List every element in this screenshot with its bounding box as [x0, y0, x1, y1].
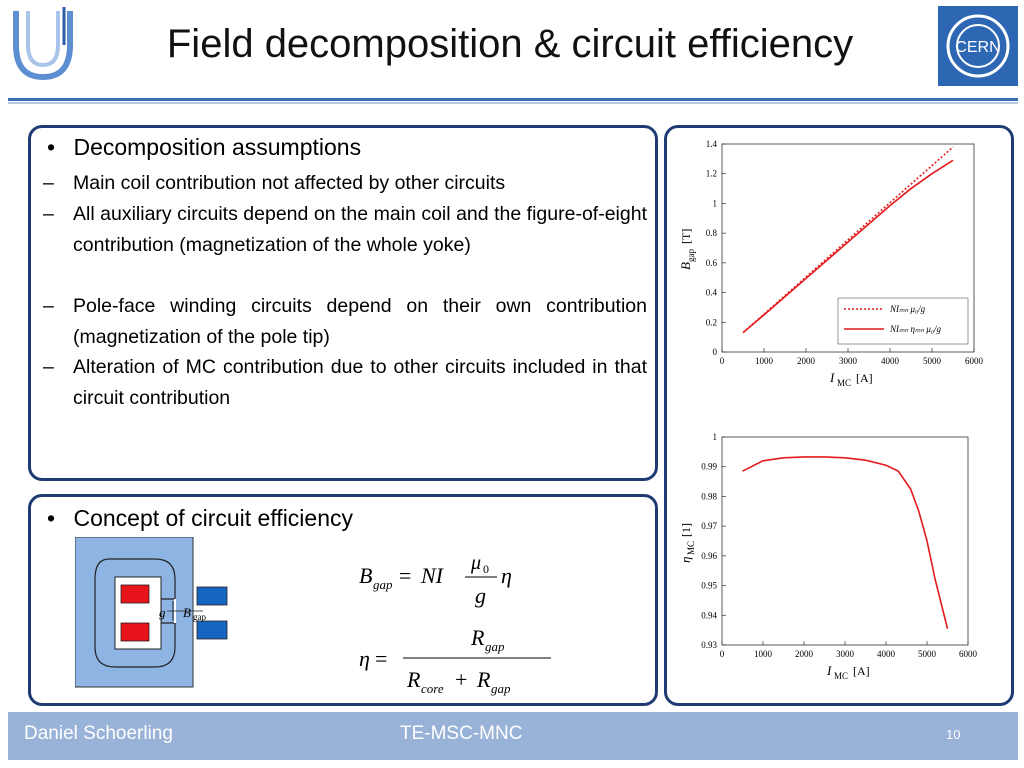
svg-text:0: 0 [483, 562, 489, 576]
x-tick-label: 1000 [755, 356, 773, 366]
assumption-text: All auxiliary circuits depend on the main coil and the figure-of-eight contribution (magnetization of the whole yoke) [73, 203, 647, 256]
y-tick-label: 0.4 [705, 287, 717, 298]
y-axis-unit: [T] [679, 228, 693, 244]
assumption-text: Pole-face winding circuits depend on their own contribution (magnetization of the pole tip) [73, 295, 647, 348]
x-tick-label: 6000 [965, 356, 983, 366]
y-tick-label: 0.8 [705, 228, 717, 239]
efficiency-heading [47, 505, 353, 532]
y-axis-label: η [678, 556, 693, 563]
x-tick-label: 1000 [754, 649, 772, 659]
assumption-item [43, 352, 647, 413]
x-tick-label: 4000 [877, 649, 895, 659]
dash-marker: – [43, 295, 54, 317]
cern-logo [938, 6, 1018, 86]
y-axis-unit: [1] [679, 523, 693, 537]
x-tick-label: 5000 [923, 356, 941, 366]
assumptions-heading-text: Decomposition assumptions [73, 134, 362, 160]
x-tick-label: 2000 [795, 649, 813, 659]
x-tick-label: 3000 [836, 649, 854, 659]
x-tick-label: 5000 [918, 649, 936, 659]
x-tick-label: 2000 [797, 356, 815, 366]
y-axis-label-sub: MC [686, 540, 696, 555]
svg-text:μ: μ [471, 552, 482, 574]
slide-title: Field decomposition & circuit efficiency [166, 22, 854, 66]
bullet-dot: • [47, 134, 56, 160]
y-tick-label: 0.93 [701, 640, 717, 650]
y-tick-label: 1 [712, 198, 717, 209]
dash-marker: – [43, 172, 54, 194]
eta-vs-imc-chart [667, 423, 1011, 703]
x-axis-unit: [A] [856, 371, 873, 385]
svg-text:R: R [407, 667, 421, 692]
assumption-item [43, 168, 647, 199]
y-tick-label: 1 [712, 432, 717, 442]
x-tick-label: 0 [719, 649, 725, 659]
footer-group: TE-MSC-MNC [400, 723, 523, 744]
plot-area [722, 437, 968, 645]
svg-text:g: g [475, 583, 486, 608]
bgap-label: B [183, 605, 191, 620]
svg-text:=: = [399, 563, 412, 588]
x-axis-label: I [827, 663, 832, 678]
assumption-text: Alteration of MC contribution due to other circuits included in that circuit contribution [73, 356, 647, 409]
svg-text:η: η [359, 646, 370, 671]
efficiency-heading-text: Concept of circuit efficiency [73, 505, 353, 531]
footer-author: Daniel Schoerling [24, 723, 173, 744]
x-tick-label: 6000 [959, 649, 977, 659]
x-tick-label: 3000 [839, 356, 857, 366]
svg-text:NI: NI [421, 563, 443, 588]
y-tick-label: 1.2 [705, 168, 717, 179]
bgap-vs-imc-chart [667, 128, 1011, 423]
bgap-sub-label: gap [193, 612, 206, 622]
svg-text:R: R [471, 625, 485, 650]
charts-panel [664, 125, 1014, 706]
y-tick-label: 0.2 [705, 317, 717, 328]
y-tick-label: 0.98 [701, 491, 717, 502]
y-tick-label: 0 [712, 347, 717, 357]
legend-label: NIₘₙ ηₘₙ μ₀/g [890, 324, 941, 334]
assumptions-heading [47, 134, 361, 161]
cern-logo-text: CERN [955, 39, 1001, 56]
y-tick-label: 0.97 [701, 521, 717, 532]
efficiency-panel [28, 494, 658, 706]
assumption-item [43, 199, 647, 260]
dash-marker: – [43, 203, 54, 225]
svg-text:=: = [375, 646, 388, 671]
svg-text:gap: gap [373, 577, 393, 592]
svg-text:+: + [455, 667, 468, 692]
assumption-text: Main coil contribution not affected by other circuits [73, 172, 506, 194]
legend-label: NIₘₙ μ₀/g [890, 304, 926, 314]
title-rule [8, 98, 1018, 101]
x-axis-label-sub: MC [834, 671, 849, 681]
svg-text:gap: gap [491, 681, 511, 696]
page-number: 10 [946, 727, 961, 742]
bgap-equation [359, 552, 512, 608]
efficiency-equations [351, 541, 591, 701]
svg-text:B: B [359, 563, 373, 588]
svg-text:η: η [501, 563, 512, 588]
y-tick-label: 0.95 [701, 580, 717, 591]
y-tick-label: 1.4 [705, 139, 717, 149]
svg-text:core: core [421, 681, 444, 696]
title-rule-shadow [8, 102, 1018, 104]
y-axis-label-group [678, 229, 696, 270]
dash-marker: – [43, 356, 54, 378]
eta-equation [359, 625, 551, 696]
x-tick-label: 0 [719, 356, 725, 366]
y-tick-label: 0.94 [701, 610, 717, 621]
y-tick-label: 0.6 [705, 257, 717, 268]
magnet-diagram [75, 537, 235, 691]
gap-label: g [159, 605, 166, 620]
svg-text:R: R [477, 667, 491, 692]
university-logo [8, 5, 78, 85]
y-axis-label-group [678, 523, 696, 563]
y-axis-label: B [678, 262, 693, 270]
x-axis-label: I [830, 370, 835, 385]
bullet-dot: • [47, 505, 56, 531]
x-axis-label-sub: MC [837, 378, 852, 388]
y-tick-label: 0.99 [701, 461, 717, 472]
assumptions-panel [28, 125, 658, 481]
x-tick-label: 4000 [881, 356, 899, 366]
x-axis-unit: [A] [853, 664, 870, 678]
assumption-item [43, 291, 647, 352]
y-axis-label-sub: gap [686, 249, 696, 262]
footer-bar [8, 712, 1018, 760]
svg-text:gap: gap [485, 639, 505, 654]
y-tick-label: 0.96 [701, 550, 717, 561]
